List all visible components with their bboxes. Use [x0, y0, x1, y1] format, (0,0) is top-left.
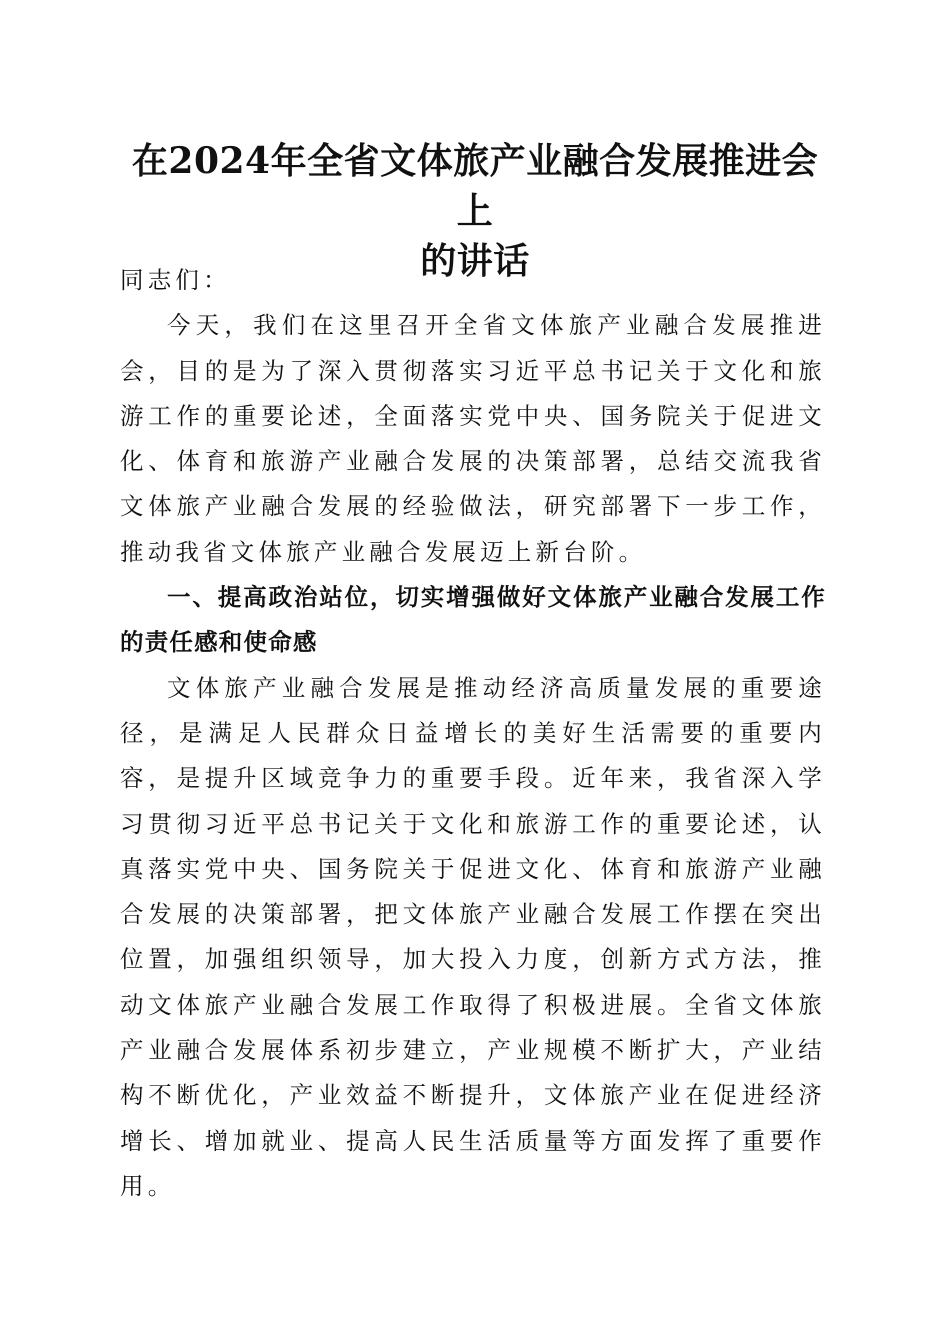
- document-body: [120, 258, 826, 1209]
- salutation: 同志们：: [120, 266, 231, 294]
- paragraph-section-1: 文体旅产业融合发展是推动经济高质量发展的重要途径，是满足人民群众日益增长的美好生活需要的重要内容，是提升区域竞争力的重要手段。近年来，我省深入学习贯彻习近平总书记关于文化和旅游工作的重要论述，认真落实党中央、国务院关于促进文化、体育和旅游产业融合发展的决策部署，把文体旅产业融合发展工作摆在突出位置，加强组织领导，加大投入力度，创新方式方法，推动文体旅产业融合发展工作取得了积极进展。全省文体旅产业融合发展体系初步建立，产业规模不断扩大，产业结构不断优化，产业效益不断提升，文体旅产业在促进经济增长、增加就业、提高人民生活质量等方面发挥了重要作用。: [120, 673, 826, 1200]
- title-line-2: 的讲话: [420, 240, 530, 282]
- paragraph-intro: 今天，我们在这里召开全省文体旅产业融合发展推进会，目的是为了深入贯彻落实习近平总书记关于文化和旅游工作的重要论述，全面落实党中央、国务院关于促进文化、体育和旅游产业融合发展的决策部署，总结交流我省文体旅产业融合发展的经验做法，研究部署下一步工作，推动我省文体旅产业融合发展迈上新台阶。: [120, 311, 826, 566]
- section-heading-1: 一、提高政治站位，切实增强做好文体旅产业融合发展工作的责任感和使命感: [120, 583, 826, 657]
- title-line-1: 在2024年全省文体旅产业融合发展推进会上: [131, 140, 819, 232]
